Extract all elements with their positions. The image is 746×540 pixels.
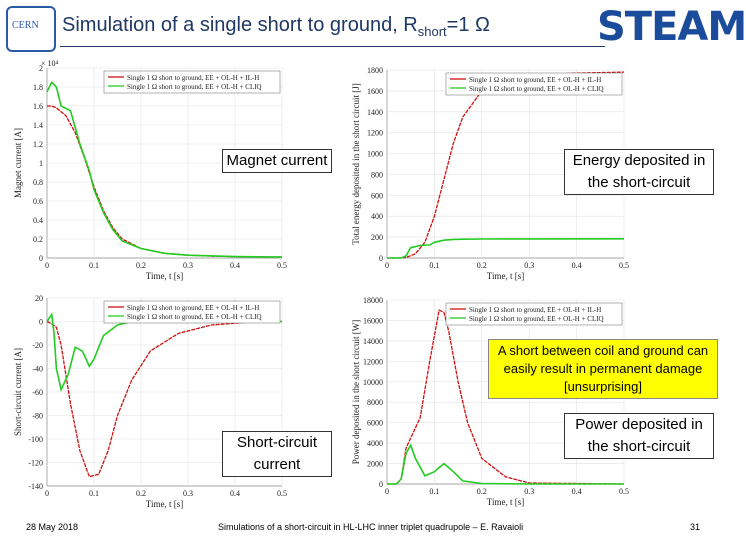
x-tick-label: 0.5 — [277, 261, 287, 270]
y-tick-label: 0.6 — [33, 197, 43, 206]
y-exponent-label: × 10⁴ — [41, 59, 59, 68]
y-tick-label: 2 — [39, 64, 43, 73]
y-tick-label: 800 — [371, 170, 383, 180]
y-tick-label: -120 — [28, 458, 43, 468]
y-axis-label: Magnet current [A] — [13, 128, 23, 198]
y-tick-label: 0.4 — [33, 216, 43, 225]
y-axis-label: Total energy deposited in the short circuit [J] — [351, 83, 361, 245]
x-tick-label: 0.1 — [429, 261, 440, 270]
y-tick-label: 1400 — [367, 107, 383, 117]
y-tick-label: 1800 — [367, 66, 383, 75]
legend-entry: Single 1 Ω short to ground, EE + OL-H + IL-H — [127, 74, 260, 82]
y-tick-label: -20 — [32, 341, 43, 350]
y-tick-label: 12000 — [363, 357, 383, 367]
y-tick-label: 1 — [39, 159, 43, 168]
short-circuit-current-label: Short-circuit current — [222, 431, 332, 477]
legend-entry: Single 1 Ω short to ground, EE + OL-H + IL-H — [469, 76, 602, 84]
y-tick-label: 1200 — [367, 128, 383, 138]
cern-logo — [6, 6, 56, 52]
x-tick-label: 0 — [45, 489, 49, 498]
series-line-red — [47, 106, 282, 257]
energy-label: Energy deposited in the short-circuit — [564, 149, 714, 195]
y-tick-label: 600 — [371, 191, 383, 201]
y-tick-label: 0 — [39, 317, 43, 327]
y-axis-label: Short-circuit current [A] — [13, 348, 23, 436]
x-tick-label: 0.3 — [183, 261, 193, 270]
x-tick-label: 0.5 — [619, 487, 629, 496]
y-tick-label: 1.8 — [33, 83, 43, 92]
y-tick-label: 2000 — [367, 459, 383, 469]
y-tick-label: -100 — [28, 435, 43, 444]
y-tick-label: 14000 — [363, 336, 383, 346]
title-main: Simulation of a single short to ground, R — [62, 14, 418, 36]
magnet-current-chart — [0, 58, 300, 288]
x-tick-label: 0.2 — [136, 489, 146, 498]
x-axis-label: Time, t [s] — [486, 497, 525, 507]
x-tick-label: 0.3 — [524, 487, 535, 496]
y-tick-label: 16000 — [363, 316, 383, 326]
y-tick-label: 8000 — [367, 398, 383, 408]
y-tick-label: 1600 — [367, 86, 383, 96]
y-tick-label: 10000 — [363, 377, 383, 387]
x-axis-label: Time, t [s] — [145, 499, 184, 509]
x-tick-label: 0 — [45, 261, 49, 270]
legend-entry: Single 1 Ω short to ground, EE + OL-H + CLIQ — [469, 315, 604, 323]
x-tick-label: 0 — [385, 487, 389, 496]
footer-title: Simulations of a short-circuit in HL-LHC inner triplet quadrupole – E. Ravaioli — [218, 522, 524, 532]
title-end: =1 Ω — [446, 14, 490, 36]
steam-logo: STEAM — [597, 4, 746, 50]
title-underline — [60, 46, 605, 47]
page-number: 31 — [690, 522, 701, 532]
short-circuit-current-chart — [0, 288, 300, 520]
y-tick-label: -140 — [28, 482, 43, 491]
y-tick-label: -60 — [32, 388, 43, 397]
y-tick-label: 0 — [379, 254, 383, 263]
y-tick-label: -40 — [32, 364, 43, 374]
y-tick-label: 20 — [35, 294, 43, 303]
x-tick-label: 0.5 — [277, 489, 287, 498]
magnet-current-label: Magnet current — [222, 149, 332, 173]
y-tick-label: 6000 — [367, 418, 383, 428]
x-tick-label: 0.1 — [89, 261, 99, 270]
footer-date: 28 May 2018 — [26, 522, 79, 532]
y-tick-label: 1.6 — [33, 102, 43, 111]
x-tick-label: 0.3 — [524, 261, 535, 270]
y-axis-label: Power deposited in the short circuit [W] — [351, 319, 361, 465]
x-tick-label: 0.1 — [89, 489, 99, 498]
y-tick-label: 1000 — [367, 149, 383, 159]
damage-callout: A short between coil and ground can easily result in permanent damage [unsurprising] — [488, 339, 718, 399]
x-tick-label: 0.2 — [476, 487, 487, 496]
cern-logo-text: CERN — [12, 20, 39, 31]
y-tick-label: 0 — [39, 254, 43, 263]
legend-entry: Single 1 Ω short to ground, EE + OL-H + IL-H — [469, 306, 602, 314]
x-tick-label: 0.5 — [619, 261, 629, 270]
x-tick-label: 0 — [385, 261, 389, 270]
x-tick-label: 0.4 — [230, 261, 240, 270]
y-tick-label: 400 — [371, 212, 383, 222]
legend-entry: Single 1 Ω short to ground, EE + OL-H + CLIQ — [127, 83, 262, 91]
y-tick-label: 1.2 — [33, 140, 43, 149]
x-axis-label: Time, t [s] — [145, 271, 184, 281]
title-subscript: short — [417, 24, 447, 39]
y-tick-label: -80 — [32, 411, 43, 421]
y-tick-label: 0 — [379, 480, 383, 489]
y-tick-label: 1.4 — [33, 121, 43, 130]
x-tick-label: 0.4 — [571, 487, 582, 496]
y-tick-label: 4000 — [367, 439, 383, 449]
x-tick-label: 0.3 — [183, 489, 193, 498]
x-tick-label: 0.2 — [476, 261, 487, 270]
x-tick-label: 0.2 — [136, 261, 146, 270]
legend-entry: Single 1 Ω short to ground, EE + OL-H + CLIQ — [127, 313, 262, 321]
x-axis-label: Time, t [s] — [486, 271, 525, 281]
y-tick-label: 0.2 — [33, 235, 43, 244]
x-tick-label: 0.4 — [230, 489, 240, 498]
power-chart — [350, 288, 650, 520]
y-tick-label: 18000 — [363, 296, 383, 305]
slide-title — [62, 14, 490, 39]
series-line-green — [387, 239, 624, 258]
legend-entry: Single 1 Ω short to ground, EE + OL-H + IL-H — [127, 304, 260, 312]
x-tick-label: 0.1 — [429, 487, 440, 496]
series-line-green — [47, 315, 282, 390]
y-tick-label: 0.8 — [33, 178, 43, 187]
legend-entry: Single 1 Ω short to ground, EE + OL-H + CLIQ — [469, 85, 604, 93]
x-tick-label: 0.4 — [571, 261, 582, 270]
power-label: Power deposited in the short-circuit — [564, 413, 714, 459]
y-tick-label: 200 — [371, 233, 383, 243]
